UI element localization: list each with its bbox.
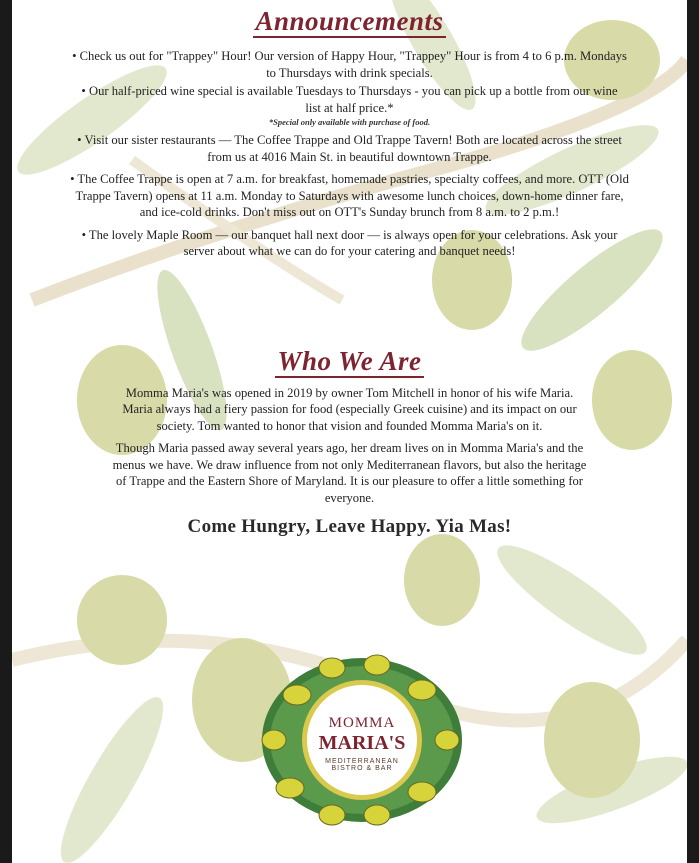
logo-text: [312, 715, 412, 772]
logo-line-bistro-bar: BISTRO & BAR: [331, 765, 393, 772]
announcement-item-sister-restaurants: • Visit our sister restaurants — The Coffee Trappe and Old Trappe Tavern! Both are located across the street from us at 4016 Main St. in beautiful downtown Trappe.: [77, 133, 622, 164]
who-we-are-section: [12, 346, 687, 507]
logo-line-mediterranean: MEDITERRANEAN: [325, 758, 399, 765]
wine-special-note: *Special only available with purchase of food.: [268, 117, 431, 127]
logo-line-momma: MOMMA: [328, 715, 396, 731]
page-content: [12, 0, 687, 557]
announcement-item-maple-room: • The lovely Maple Room — our banquet hall next door — is always open for your celebrations. Ask your server about what we can do for your catering and banquet needs!: [81, 227, 618, 258]
announcement-item-coffee-trappe: • The Coffee Trappe is open at 7 a.m. for breakfast, homemade pastries, specialty coffees, and more. OTT (Old Trappe Tavern) opens at 11 a.m. Monday to Saturdays with awesome lunch choices, down-home dinner fare, and ice-cold drinks. Don't miss out on OTT's Sunday brunch from 8 a.m. to 2 p.m.!: [70, 172, 629, 219]
announcement-item-wine-special: • Our half-priced wine special is available Tuesdays to Thursdays - you can pick up a bottle from our wine list at half price.*: [81, 84, 618, 115]
announcements-title: Announcements: [255, 6, 444, 36]
slogan: Come Hungry, Leave Happy. Yia Mas!: [187, 516, 512, 537]
who-we-are-paragraph-1: Momma Maria's was opened in 2019 by owner Tom Mitchell in honor of his wife Maria. Maria always had a fiery passion for food (especially Greek cuisine) and its impact on our society. Tom wanted to honor that vision and founded Momma Maria's on it.: [122, 385, 577, 433]
who-we-are-title: Who We Are: [277, 345, 422, 376]
logo-line-marias: MARIA'S: [318, 732, 406, 754]
announcement-item-trappey-hour: • Check us out for "Trappey" Hour! Our version of Happy Hour, "Trappey" Hour is from 4 to 6 p.m. Mondays to Thursdays with drink specials.: [72, 49, 627, 80]
menu-page: [12, 0, 687, 863]
who-we-are-paragraph-2: Though Maria passed away several years ago, her dream lives on in Momma Maria's and the menus we have. We draw influence from not only Mediterranean flavors, but also the heritage of Trappe and the Eastern Shore of Maryland. It is our pleasure to offer a little something for everyone.: [112, 441, 587, 505]
announcements-section: [12, 6, 687, 260]
